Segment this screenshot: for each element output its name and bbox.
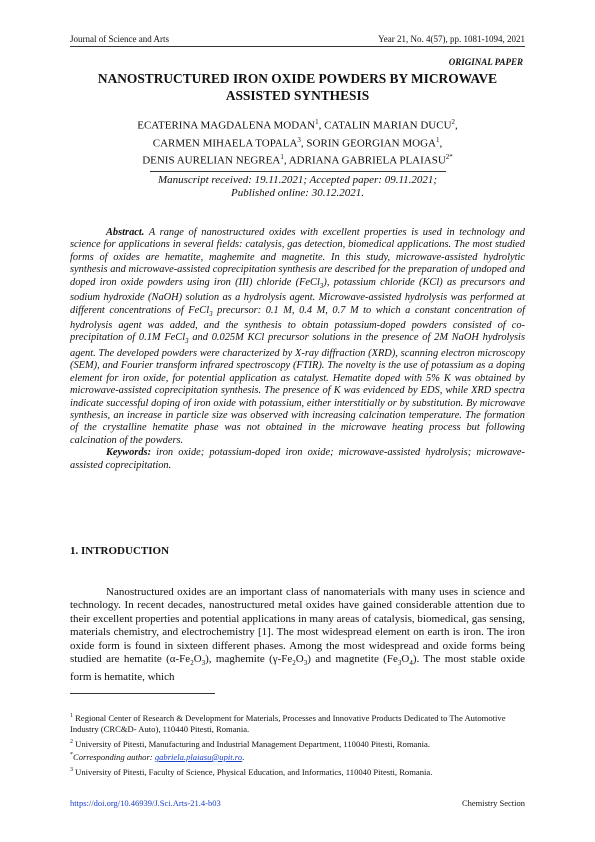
author-name: ADRIANA GABRIELA PLAIASU [288,154,446,167]
author-name: CARMEN MIHAELA TOPALA [152,137,298,150]
footnote-3: $^3$ University of Pitesti, Faculty of Science, Physical Education, and Informatics, 110040 Pitesti, Romania. [70,766,433,777]
dates-rule [150,171,446,172]
author-name: CATALIN MARIAN DUCU [324,119,452,132]
author-name: ECATERINA MAGDALENA MODAN [137,119,316,132]
footnote-rule [70,693,215,694]
section-heading-introduction: 1. INTRODUCTION [70,545,170,557]
footnote-2: $^2$ University of Pitesti, Manufacturing and Industrial Management Department, 110040 Pitesti, Romania. *Corresponding author: gabriela.plaiasu@upit.ro. [70,738,430,762]
affiliation-mark: 1 [280,153,284,162]
intro-paragraph: Nanostructured oxides are an important class of nanomaterials with many uses in science and technology. In recent decades, nanostructured metal oxides have gained considerable attention due to their excellent properties and potential applications in many areas of catalysis, biomedical, gas sensing, materials chemistry, and electrochemistry [1]. The most widespread element on earth is iron. The iron oxide form is found in sixteen different phases. Among the most widespread and oxide forms being studied are hematite $(\alpha-Fe_2O_3)$, maghemite $(\gamma-Fe_2O_3)$ and magnetite $(Fe_3O_4)$. The most stable oxide form is hematite, which [70,586,525,683]
affiliation-mark: 1 [315,118,319,126]
manuscript-dates [70,174,525,200]
introduction-body [70,586,525,684]
paper-type-label: ORIGINAL PAPER [448,57,523,67]
doi-link[interactable]: https://doi.org/10.46939/J.Sci.Arts-21.4-b03 [70,798,221,808]
author-name: SORIN GEORGIAN MOGA [306,137,436,150]
running-header-issue: Year 21, No. 4(57), pp. 1081-1094, 2021 [378,34,525,44]
keywords-paragraph [70,447,525,472]
affiliation-mark: 1 [435,135,440,144]
footnote-1: $^1$ Regional Center of Research & Development for Materials, Processes and Innovative Products Dedicated to The Automotive Industry (CRC&D- Auto), 110440 Pitesti, Romania. [70,712,506,734]
footer-section-label: Chemistry Section [461,798,525,808]
author-list [70,115,525,168]
footnotes [70,711,525,779]
affiliation-mark: 3 [297,135,301,144]
running-header-journal: Journal of Science and Arts [70,34,169,44]
paper-title [70,70,525,104]
title-line-2: ASSISTED SYNTHESIS [225,88,370,103]
abstract-paragraph: Abstract. A range of nanostructured oxides with excellent properties is used in technology and science for applications in several fields: catalysis, gas detection, biomedical applications. The most studied forms of oxides are hematite, maghemite and magnetite. In this study, microwave-assisted hydrolytic synthesis and microwave-assisted coprecipitation synthesis are described for the preparation of undoped and doped iron oxide powders using iron (III) chloride (FeCl$_3$), potassium chloride (KCl) as precursors and sodium hydroxide (NaOH) solution as a hydrolysis agent. Microwave-assisted hydrolysis was performed at different concentrations of FeCl$_3$ precursor: 0.1 M, 0.4 M, 0.7 M to which a constant concentration of hydrolysis agent was added, and the synthesis to obtain potassium-doped powders consisted of co-precipitation of 0.1M FeCl$_3$ and 0.025M KCl precursor solutions in the presence of 2M NaOH hydrolysis agent. The developed powders were characterized by X-ray diffraction (XRD), scanning electron microscopy (SEM), and Fourier transform infrared spectroscopy (FTIR). The novelty is the use of potassium as a doping element for iron oxide, for potential application as catalyst. Hematite doped with 5% K was obtained by microwave-assisted coprecipitation synthesis. The presence of K was evidenced by EDS, while XRD spectra indicate successful doping of iron oxide with potassium, either interstitially or by substitution. By microwave synthesis, an increase in particle size was observed with increasing calcination temperature. The formation of the crystalline hematite phase was not obtained in the microwave heating process but following calcination of the powders. [70,227,525,446]
title-line-1: NANOSTRUCTURED IRON OXIDE POWDERS BY MICROWAVE [97,71,498,86]
author-line-1: ECATERINA MAGDALENA MODAN$^1$, CATALIN MARIAN DUCU$^2$, [137,118,458,132]
corresponding-email-link[interactable]: gabriela.plaiasu@upit.ro [154,751,243,762]
affiliation-mark: 2* [445,153,453,162]
abstract-label: Abstract. [106,227,145,238]
author-name: DENIS AURELIAN NEGREA [142,154,281,167]
author-line-3: DENIS AURELIAN NEGREA$^1$, ADRIANA GABRIELA $PLAIASU^{2*}$ [142,153,453,167]
abstract [70,227,525,472]
header-rule [70,46,525,47]
keywords-label: Keywords: [106,447,152,459]
dates-line-1: Manuscript received: 19.11.2021; Accepted paper: 09.11.2021; [157,174,438,186]
affiliation-mark: 2 [451,118,456,126]
author-line-2: CARMEN MIHAELA TOPALA$^3$, SORIN GEORGIAN MOGA$^1$, [152,135,443,150]
dates-line-2: Published online: 30.12.2021. [231,187,364,199]
keywords-text: iron oxide; potassium-doped iron oxide; microwave-assisted hydrolysis; microwave-assisted coprecipitation. [70,447,525,471]
